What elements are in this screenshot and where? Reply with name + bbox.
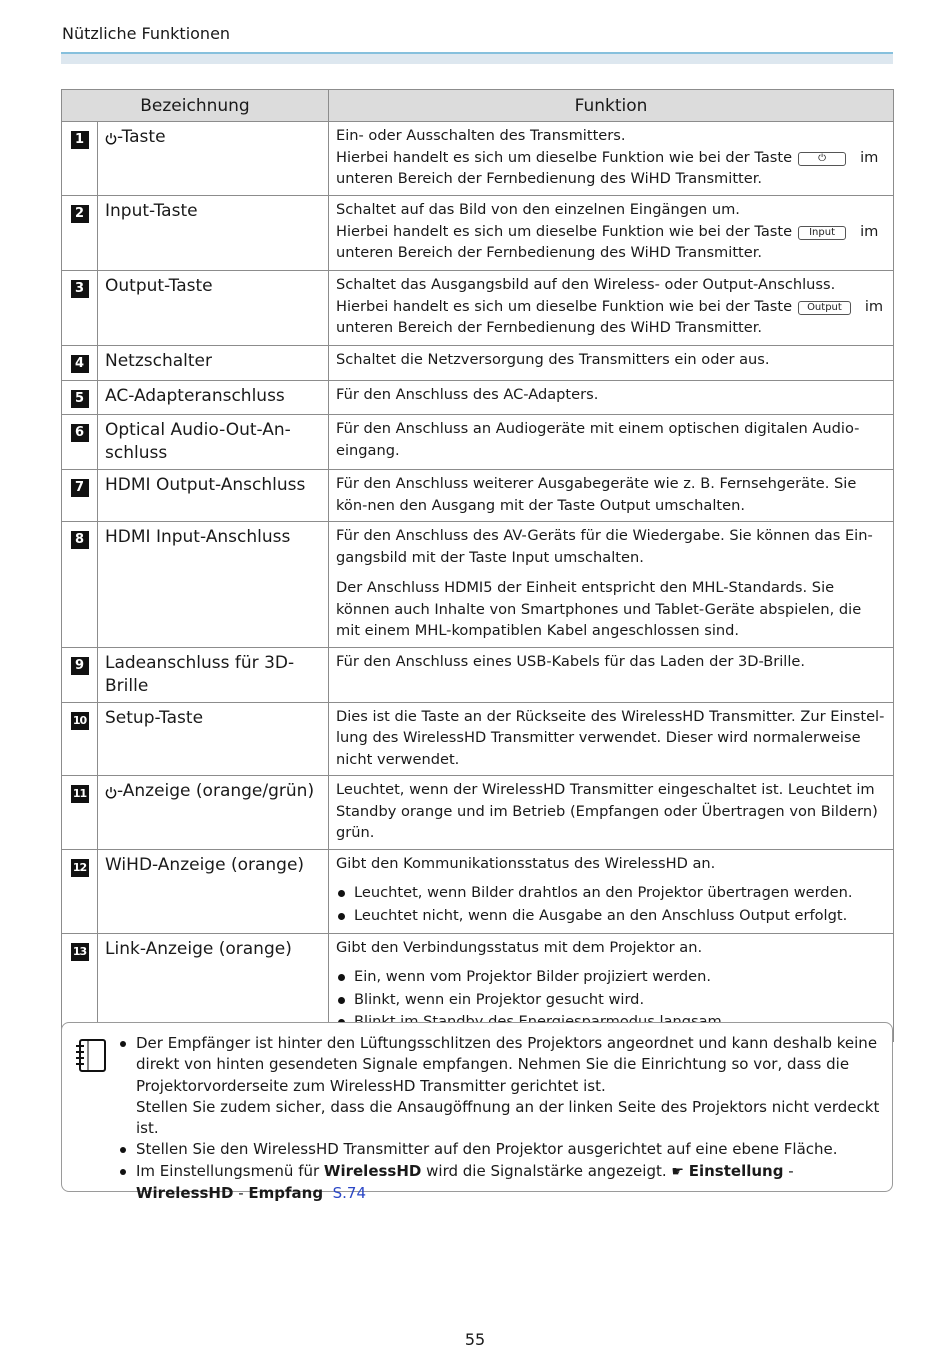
function-text-pre: Hierbei handelt es sich um dieselbe Funktion wie bei der Taste xyxy=(336,297,793,315)
function-text: Ein- oder Ausschalten des Transmitters. xyxy=(336,127,626,144)
function-text: Für den Anschluss des AC-Adapters. xyxy=(336,386,599,403)
row-name-cell xyxy=(98,271,329,346)
table-row xyxy=(62,381,894,415)
callout-number-badge: 12 xyxy=(71,859,89,877)
bullet-item: Blinkt, wenn ein Projektor gesucht wird. xyxy=(336,989,887,1012)
function-text: Schaltet die Netzversorgung des Transmitters ein oder aus. xyxy=(336,351,770,368)
row-number-cell xyxy=(62,381,98,415)
row-function-cell xyxy=(329,849,894,933)
row-name-cell xyxy=(98,776,329,850)
row-number-cell xyxy=(62,849,98,933)
table-row xyxy=(62,647,894,702)
function-text-post: im unteren Bereich der Fernbedienung des WiHD Transmitter. xyxy=(336,148,879,187)
function-text-post: im unteren Bereich der Fernbedienung des WiHD Transmitter. xyxy=(336,222,879,261)
table-header-row xyxy=(62,90,894,122)
row-number-cell xyxy=(62,271,98,346)
function-text: Für den Anschluss eines USB-Kabels für das Laden der 3D-Brille. xyxy=(336,652,806,670)
callout-number-badge: 8 xyxy=(71,531,89,549)
note-text: Der Empfänger ist hinter den Lüftungsschlitzen des Projektors angeordnet und kann deshalb keine direkt von hinten gesendeten Signale empfangen. Nehmen Sie die Einrichtung so vor, dass die Projektorvorderseite zum WirelessHD Transmitter gerichtet ist. xyxy=(136,1034,878,1095)
remote-key-label: ⏻ xyxy=(798,152,846,166)
row-function-cell xyxy=(329,470,894,522)
row-name: Setup-Taste xyxy=(105,707,204,728)
row-name: AC-Adapteranschluss xyxy=(105,386,285,406)
power-icon xyxy=(105,132,116,143)
row-number-cell xyxy=(62,647,98,702)
row-name: Link-Anzeige (orange) xyxy=(105,938,292,959)
row-number-cell xyxy=(62,776,98,850)
table-row xyxy=(62,470,894,522)
table-body xyxy=(62,122,894,1042)
row-name-cell xyxy=(98,346,329,381)
function-text xyxy=(336,296,887,339)
callout-number-badge: 11 xyxy=(71,785,89,803)
row-name: -Anzeige (orange/grün) xyxy=(117,781,315,801)
bullet-item: Leuchtet nicht, wenn die Ausgabe an den Anschluss Output erfolgt. xyxy=(336,905,887,928)
note-text: wird die Signalstärke angezeigt. xyxy=(421,1161,672,1180)
bullet-list xyxy=(336,882,887,927)
row-function-cell xyxy=(329,196,894,271)
row-name: Output-Taste xyxy=(105,276,213,296)
table-row xyxy=(62,522,894,648)
row-name: -Taste xyxy=(117,127,166,147)
bullet-item: Ein, wenn vom Projektor Bilder projiziert werden. xyxy=(336,966,887,989)
note-item xyxy=(119,1161,889,1205)
bullet-item: Leuchtet, wenn Bilder drahtlos an den Projektor übertragen werden. xyxy=(336,882,887,905)
row-name-cell xyxy=(98,702,329,776)
function-text: Der Anschluss HDMI5 der Einheit entspricht den MHL-Standards. Sie können auch Inhalte von Smartphones und Tablet-Geräte abspielen, die mit einem MHL-kompatiblen Kabel angeschlossen sind. xyxy=(336,579,862,639)
power-icon xyxy=(105,786,116,797)
function-text xyxy=(336,221,887,264)
function-text xyxy=(336,147,887,190)
row-number-cell xyxy=(62,346,98,381)
note-item xyxy=(119,1033,889,1139)
function-text: Schaltet auf das Bild von den einzelnen Eingängen um. xyxy=(336,201,740,218)
row-function-cell xyxy=(329,702,894,776)
row-number-cell xyxy=(62,702,98,776)
row-function-cell xyxy=(329,381,894,415)
function-text: Schaltet das Ausgangsbild auf den Wireless- oder Output-Anschluss. xyxy=(336,276,836,293)
row-name-cell xyxy=(98,122,329,196)
table-row xyxy=(62,415,894,470)
callout-number-badge: 1 xyxy=(71,131,89,149)
row-function-cell xyxy=(329,271,894,346)
table-row xyxy=(62,196,894,271)
note-box xyxy=(61,1022,893,1203)
callout-number-badge: 5 xyxy=(71,390,89,408)
page-reference-link[interactable]: S.74 xyxy=(332,1184,367,1203)
column-header-function: Funktion xyxy=(329,90,894,122)
row-function-cell xyxy=(329,776,894,850)
row-name: WiHD-Anzeige (orange) xyxy=(105,854,305,875)
row-name-cell xyxy=(98,647,329,702)
row-function-cell xyxy=(329,415,894,470)
function-text: Für den Anschluss an Audiogeräte mit einem optischen digitalen Audio-eingang. xyxy=(336,420,860,459)
callout-number-badge: 2 xyxy=(71,205,89,223)
menu-path-empfang: Empfang xyxy=(248,1184,324,1203)
function-text-post: im unteren Bereich der Fernbedienung des WiHD Transmitter. xyxy=(336,297,884,336)
note-icon xyxy=(74,1037,108,1079)
function-table xyxy=(61,89,894,1042)
table-row xyxy=(62,776,894,850)
row-name: Netzschalter xyxy=(105,351,212,371)
function-text: Leuchtet, wenn der WirelessHD Transmitter eingeschaltet ist. Leuchtet im Standby orange und im Betrieb (Empfangen oder Übertragen von Bildern) grün. xyxy=(336,781,878,841)
note-text: Stellen Sie den WirelessHD Transmitter auf den Projektor ausgerichtet auf eine ebene Fläche. xyxy=(136,1140,838,1159)
row-name-cell xyxy=(98,415,329,470)
callout-number-badge: 6 xyxy=(71,424,89,442)
menu-path-sep: - xyxy=(783,1161,794,1180)
function-text: Für den Anschluss weiterer Ausgabegeräte wie z. B. Fernsehgeräte. Sie kön-nen den Ausgang mit der Taste Output umschalten. xyxy=(336,475,857,514)
row-number-cell xyxy=(62,470,98,522)
row-number-cell xyxy=(62,122,98,196)
row-number-cell xyxy=(62,415,98,470)
function-text: Für den Anschluss des AV-Geräts für die Wiedergabe. Sie können das Ein-gangsbild mit der Taste Input umschalten. xyxy=(336,527,873,566)
row-name-cell xyxy=(98,381,329,415)
callout-number-badge: 9 xyxy=(71,657,89,675)
row-name-cell xyxy=(98,470,329,522)
menu-path-einstellung: Einstellung xyxy=(688,1161,784,1180)
menu-path-wirelesshd: WirelessHD xyxy=(136,1184,234,1203)
row-function-cell xyxy=(329,647,894,702)
function-text: Dies ist die Taste an der Rückseite des WirelessHD Transmitter. Zur Einstel-lung des WirelessHD Transmitter verwendet. Dieser wird normalerweise nicht verwendet. xyxy=(336,707,885,768)
row-name: Input-Taste xyxy=(105,201,198,221)
header-rule xyxy=(61,52,893,64)
table-row xyxy=(62,271,894,346)
remote-key-label: Output xyxy=(798,301,851,315)
pointer-hand-icon: ☛ xyxy=(671,1163,684,1180)
menu-path-sep: - xyxy=(233,1184,249,1203)
callout-number-badge: 4 xyxy=(71,355,89,373)
table-row xyxy=(62,346,894,381)
row-name: HDMI Output-Anschluss xyxy=(105,475,306,495)
callout-number-badge: 10 xyxy=(71,712,89,730)
row-name: Ladeanschluss für 3D-Brille xyxy=(105,652,295,696)
callout-number-badge: 3 xyxy=(71,280,89,298)
table-row xyxy=(62,122,894,196)
table-row xyxy=(62,849,894,933)
function-text-pre: Hierbei handelt es sich um dieselbe Funktion wie bei der Taste xyxy=(336,222,793,240)
row-number-cell xyxy=(62,522,98,648)
table-row xyxy=(62,702,894,776)
note-list xyxy=(119,1033,889,1204)
function-text: Gibt den Kommunikationsstatus des WirelessHD an. xyxy=(336,854,716,872)
row-number-cell xyxy=(62,196,98,271)
page-number: 55 xyxy=(464,1330,486,1349)
row-name-cell xyxy=(98,849,329,933)
note-text: Stellen Sie zudem sicher, dass die Ansaugöffnung an der linken Seite des Projektors nicht verdeckt ist. xyxy=(136,1097,880,1138)
callout-number-badge: 13 xyxy=(71,943,89,961)
row-function-cell xyxy=(329,346,894,381)
function-text: Gibt den Verbindungsstatus mit dem Projektor an. xyxy=(336,938,703,956)
function-text-pre: Hierbei handelt es sich um dieselbe Funktion wie bei der Taste xyxy=(336,148,793,166)
row-name-cell xyxy=(98,522,329,648)
callout-number-badge: 7 xyxy=(71,479,89,497)
page-header-title: Nützliche Funktionen xyxy=(62,24,231,43)
row-function-cell xyxy=(329,122,894,196)
row-name-cell xyxy=(98,196,329,271)
note-text: Im Einstellungsmenü für xyxy=(136,1161,324,1180)
row-name: Optical Audio-Out-An-schluss xyxy=(105,420,291,463)
menu-name-wirelesshd: WirelessHD xyxy=(323,1161,422,1180)
row-name: HDMI Input-Anschluss xyxy=(105,527,291,547)
remote-key-label: Input xyxy=(798,226,846,240)
row-function-cell xyxy=(329,522,894,648)
column-header-name: Bezeichnung xyxy=(62,90,329,122)
note-item xyxy=(119,1139,889,1160)
